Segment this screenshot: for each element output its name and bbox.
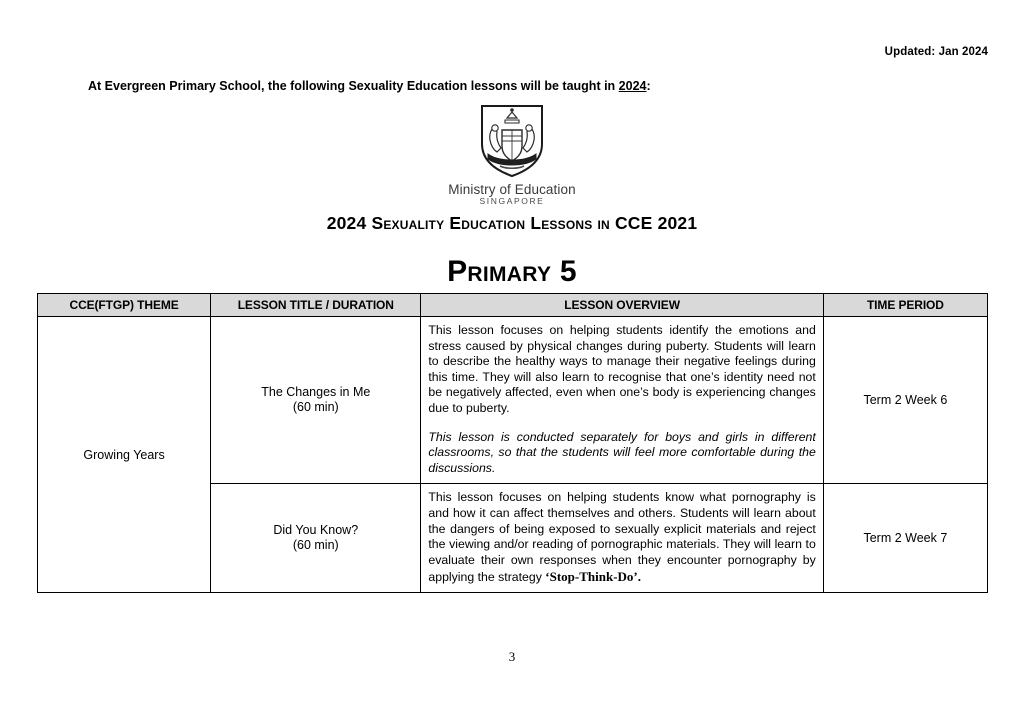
table-row — [38, 317, 988, 484]
moe-crest-icon — [479, 104, 545, 178]
moe-logo-block — [0, 104, 1024, 206]
column-header-time-period: TIME PERIOD — [823, 294, 987, 317]
theme-cell-growing-years: Growing Years — [38, 317, 211, 593]
intro-text-after: : — [646, 79, 651, 93]
lesson-overview-cell — [421, 484, 823, 593]
lesson-title-cell — [211, 484, 421, 593]
intro-year-underlined: 2024 — [618, 79, 647, 93]
time-period-cell: Term 2 Week 6 — [823, 317, 987, 484]
column-header-lesson-title: LESSON TITLE / DURATION — [211, 294, 421, 317]
intro-text-before: At Evergreen Primary School, the following Sexuality Education lessons will be taught in — [88, 79, 619, 93]
lesson-overview-cell — [421, 317, 823, 484]
intro-statement — [88, 79, 651, 93]
document-title: 2024 Sexuality Education Lessons in CCE 2021 — [326, 213, 698, 233]
table-header-row — [38, 294, 988, 317]
overview-text: This lesson focuses on helping students know what pornography is and how it can affect themselves and others. Students will learn about the dangers of being exposed to sexually explicit materials and reject the viewing and/or reading of pornographic materials. They will learn to evaluate their own responses when they encounter pornography by applying the strategy — [428, 490, 816, 584]
lesson-duration-text: (60 min) — [292, 538, 339, 553]
overview-strategy-text: ‘Stop-Think-Do’. — [545, 568, 642, 584]
overview-paragraph: This lesson focuses on helping students identify the emotions and stress caused by physical changes during puberty. Students will learn to describe the healthy ways to manage their negative feelings during this time. They will also learn to recognise that one’s identity need not be negatively affected, even when one’s body is experiencing changes due to puberty. — [428, 323, 816, 416]
column-header-theme: CCE(FTGP) THEME — [38, 294, 211, 317]
lesson-title-text: The Changes in Me — [261, 384, 371, 399]
page-number: 3 — [508, 649, 516, 664]
ministry-country: SINGAPORE — [479, 196, 545, 206]
lesson-duration-text: (60 min) — [292, 400, 339, 415]
ministry-name: Ministry of Education — [448, 182, 576, 197]
lesson-schedule-table — [37, 293, 988, 593]
time-period-cell: Term 2 Week 7 — [823, 484, 987, 593]
column-header-overview: LESSON OVERVIEW — [421, 294, 823, 317]
lesson-title-cell — [211, 317, 421, 484]
overview-note-paragraph: This lesson is conducted separately for boys and girls in different classrooms, so that the students will feel more comfortable during the discussions. — [428, 429, 816, 475]
level-title: Primary 5 — [447, 255, 577, 288]
lesson-title-text: Did You Know? — [273, 522, 359, 537]
updated-stamp: Updated: Jan 2024 — [884, 46, 988, 58]
overview-paragraph — [428, 490, 815, 585]
